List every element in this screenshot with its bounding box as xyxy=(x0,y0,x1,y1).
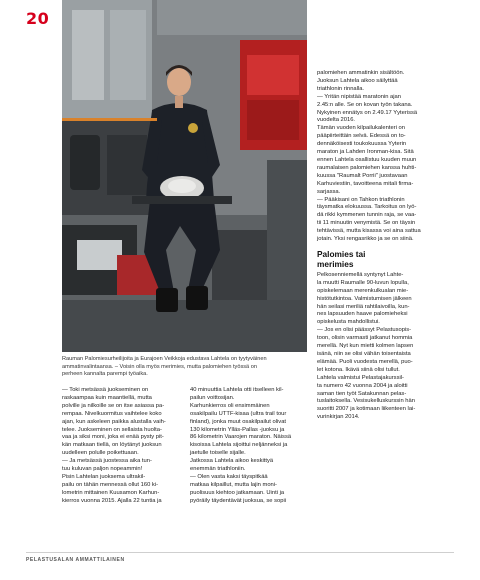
text-line: dennäköisesti toukokuussa Yyterin xyxy=(317,141,407,148)
text-line: kisoissa Lahtela sijoittui neljänneksi ja xyxy=(190,442,288,449)
text-line: polville ja nilkoille se on itse asiassa pa- xyxy=(62,402,165,409)
photo-caption xyxy=(62,356,307,379)
text-line: uudelleen polulle poikettuaan. xyxy=(62,450,139,457)
text-line: dä rikki kymmenen tunnin raja, se vaa- xyxy=(317,212,417,219)
text-line: opiskelusta mahdollistui. xyxy=(317,319,380,326)
text-line: 130 kilometrin Ylläs-Pallas -juoksu ja xyxy=(190,426,285,433)
text-line: pyöräily täydentävät juoksua, se sopii xyxy=(190,497,287,504)
text-line: finland), jonka muut osakilpailut olivat xyxy=(190,418,287,425)
text-line: Jatkossa Lahtela aikoo keskittyä xyxy=(190,458,274,465)
text-line: — Yritän nipistää maratonin ajan xyxy=(317,93,401,100)
text-line: let kotona. Ikävä siinä olisi tullut. xyxy=(317,366,400,373)
text-line: matkaa kilpaillut, mutta lajin moni- xyxy=(190,481,277,488)
text-line: nes lapsuuden haave palomieheksi xyxy=(317,311,408,318)
text-line: raskaampaa kuin maantiellä, mutta xyxy=(62,394,152,401)
text-line: ennen Lahtela osallistuu kuuden muun xyxy=(317,156,417,163)
text-line: vuodelta 2016. xyxy=(317,117,356,124)
text-line: Pelkosenniemellä syntynyt Lahte- xyxy=(317,271,404,278)
text-line: 40 minuuttia Lahtela otti itselleen kil- xyxy=(190,387,284,393)
text-line: palomiehen ammatinkin sisältöön. xyxy=(317,70,405,76)
text-line: — Ja metsässä juostessa aika tun- xyxy=(62,458,152,465)
text-line: tehtävissä, mutta kisassa voi aina sattua xyxy=(317,228,421,235)
text-line: vurinkirjan 2014. xyxy=(317,414,360,421)
text-line: — Pääkisani on Tahkon triathlonin xyxy=(317,196,405,203)
text-line: vaa ja siksi moni, joka ei enää pysty pit- xyxy=(62,434,164,441)
text-line: raumalaisen palomiehen kanssa huhti- xyxy=(317,164,417,171)
text-line: telee. Juokseminen on sellaista huolta- xyxy=(62,426,162,433)
text-line: elämää. Puoli vuodesta merellä, puo- xyxy=(317,358,413,365)
magazine-footer: PELASTUSALAN AMMATTILAINEN xyxy=(26,557,125,563)
text-column-left xyxy=(62,387,179,506)
text-line: Lahtela valmistui Pelastajakurssil- xyxy=(317,374,404,381)
text-line: Juoksun Lahtela aikoo säilyttää xyxy=(317,77,398,84)
text-line: sarjassa. xyxy=(317,188,341,195)
caption-line: perheen kannalta parempi työaika. xyxy=(62,371,148,378)
caption-line: ammatinvalintaansa. – Voisin olla myös merimies, mutta palomiehen työssä on xyxy=(62,363,257,370)
text-line: enemmän triathloniin. xyxy=(190,466,246,473)
text-line: tuslaitoksella. Vesisukelluskurssin hän xyxy=(317,398,415,405)
text-line: triathlonin rinnalla. xyxy=(317,85,365,92)
text-line: hän seilasi meriliä rahtilaivoilla, kun- xyxy=(317,303,410,310)
text-line: Tämän vuoden kilpailukalenteri on xyxy=(317,125,405,132)
text-line: la muutti Raumalle 90-luvun lopulla, xyxy=(317,279,409,286)
text-line: osakilpailu UTTF-kisaa (ultra trail tour xyxy=(190,410,287,417)
text-line: täysmatka elokuussa. Tarkoitus on lyö- xyxy=(317,204,417,211)
text-line: tii 11 minuutin venymistä. Se on täysin xyxy=(317,220,416,227)
text-line: Karhunkierros oli ensimmäinen xyxy=(190,402,270,409)
page-number: 20 xyxy=(26,9,50,28)
text-line: saman tien työt Satakunnan pelas- xyxy=(317,390,407,397)
text-line: Pisin Lahtelan juoksema ultrakil- xyxy=(62,473,146,480)
text-line: 2.45:n alle. Se on kovan työn takana. xyxy=(317,101,413,108)
text-line: suoritti 2007 ja kotimaan liikenteen lai- xyxy=(317,406,416,413)
text-line: ta numero 42 vuonna 2004 ja aloitti xyxy=(317,382,408,389)
section-heading-line: merimies xyxy=(317,258,354,269)
text-line: toon, olisin varmasti jatkanut hommia xyxy=(317,335,413,342)
caption-line: Rauman Palomiesurheilijoita ja Eurajoen Veikkoja edustava Lahtela on tyytyväinen xyxy=(62,356,267,362)
text-line: Karhuviestiin, tavoitteena mitali firma- xyxy=(317,180,414,187)
text-column-right xyxy=(317,70,437,422)
text-line: kierros vuonna 2015. Ajalla 22 tuntia ja xyxy=(62,497,162,504)
text-line: jotain. Yksi rengasrikko ja se on siinä. xyxy=(317,236,414,243)
article-photo xyxy=(62,0,307,352)
text-line: pailu on tähän mennessä ollut 160 ki- xyxy=(62,481,159,488)
text-line: Nykyinen ennätys on 2.49.17 Yyterissä xyxy=(317,109,418,116)
section-heading-line: Palomies tai xyxy=(317,248,366,259)
footer-divider xyxy=(26,552,454,553)
text-line: lometrin mittainen Kuusamon Karhun- xyxy=(62,489,160,496)
text-line: kän matkaan tiellä, on löytänyt juoksun xyxy=(62,442,162,449)
text-line: isänä, niin se olisi vähän toisentaista xyxy=(317,351,411,357)
text-line: 86 kilometrin Vaarojen maraton. Näissä xyxy=(190,434,292,441)
text-line: puolisuus kiehtoo jatkamaan. Uinti ja xyxy=(190,489,285,496)
firefighter-in-truck-image xyxy=(62,0,307,352)
text-line: — Jos en olisi päässyt Pelastusopis- xyxy=(317,327,412,334)
text-column-middle xyxy=(190,387,307,506)
text-line: tuu kuluvan paljon nopeammin! xyxy=(62,466,143,473)
text-line: kuussa "Raumalt Porrii" juostavaan xyxy=(317,172,408,179)
text-line: pailun voittosijan. xyxy=(190,394,235,401)
text-line: opiskelemaan merenkulkualan mie- xyxy=(317,287,409,294)
text-line: maraton ja Lahden Ironman-kisa. Sitä xyxy=(317,149,414,156)
section-heading xyxy=(317,249,437,269)
text-line: ajan, kun askeleen paikka alustalla vaih- xyxy=(62,418,166,425)
text-line: — Toki metsässä juokseminen on xyxy=(62,387,149,393)
text-line: — Olen vasta kaksi täyspitkää xyxy=(190,473,268,480)
text-line: pääpiirteittäin selvä. Edessä on to- xyxy=(317,133,406,140)
text-line: merellä. Nyt kun mietti kolmen lapsen xyxy=(317,343,414,350)
text-line: jaetulle toiselle sijalle. xyxy=(190,450,246,457)
text-line: rempaa. Nivelkuormitus vaihtelee koko xyxy=(62,410,162,417)
text-line: histötutkintoa. Valmistumisen jälkeen xyxy=(317,295,412,302)
